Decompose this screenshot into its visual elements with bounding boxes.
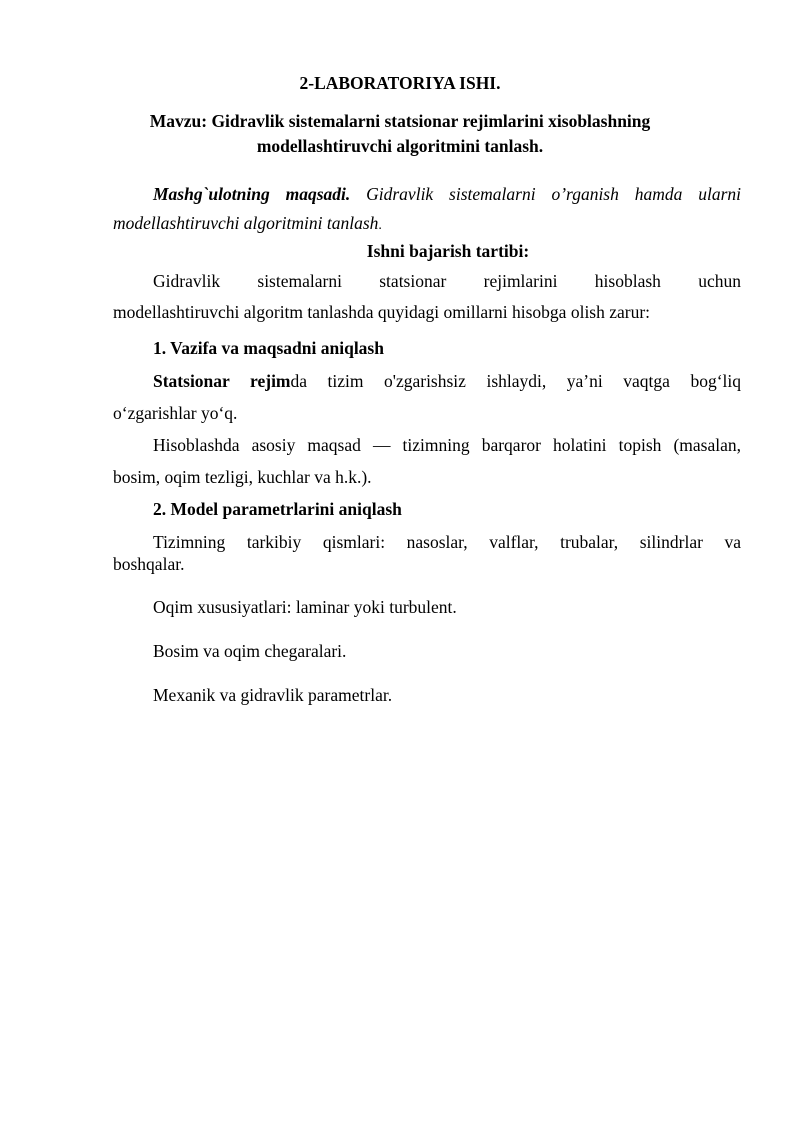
goal-label: Mashg`ulotning maqsadi.: [153, 184, 351, 204]
intro-line-1: Gidravlik sistemalarni statsionar rejimlarini hisoblash uchun: [153, 271, 741, 291]
goal-paragraph-line-1: [153, 183, 741, 205]
section-2-item-1-line-1: Tizimning tarkibiy qismlari: nasoslar, valflar, trubalar, silindrlar va: [153, 532, 741, 552]
section-2-item-2: Oqim xususiyatlari: laminar yoki turbulent.: [153, 597, 457, 617]
section-1-paragraph-2-line-2: bosim, oqim tezligi, kuchlar va h.k.).: [113, 467, 372, 487]
section-1-paragraph-1-line-1: [153, 370, 741, 392]
procedure-heading: Ishni bajarish tartibi:: [366, 241, 530, 261]
section-2-item-4: Mexanik va gidravlik parametrlar.: [153, 685, 393, 705]
document-title: 2-LABORATORIYA ISHI.: [299, 73, 501, 93]
subject-line-1: Mavzu: Gidravlik sistemalarni statsionar rejimlarini xisoblashning: [149, 111, 651, 131]
goal-text-line-1: Gidravlik sistemalarni o’rganish hamda ularni: [366, 184, 742, 204]
goal-text-line-2: modellashtiruvchi algoritmini tanlash: [113, 213, 379, 233]
section-2-item-3: Bosim va oqim chegaralari.: [153, 641, 347, 661]
goal-paragraph-line-2: [113, 212, 382, 237]
section-1-heading: 1. Vazifa va maqsadni aniqlash: [153, 338, 384, 358]
stationary-mode-term: Statsionar rejim: [153, 371, 291, 391]
goal-period: .: [378, 218, 382, 233]
section-1-paragraph-1-line-2: o‘zgarishlar yo‘q.: [113, 403, 238, 423]
section-1-paragraph-1-rest: da tizim o'zgarishsiz ishlaydi, ya’ni vaqtga bog‘liq: [290, 371, 741, 391]
section-2-heading: 2. Model parametrlarini aniqlash: [153, 499, 402, 519]
intro-line-2: modellashtiruvchi algoritm tanlashda quyidagi omillarni hisobga olish zarur:: [113, 302, 651, 322]
section-2-item-1-line-2: boshqalar.: [113, 554, 185, 574]
section-1-paragraph-2-line-1: Hisoblashda asosiy maqsad — tizimning barqaror holatini topish (masalan,: [153, 435, 741, 455]
subject-line-2: modellashtiruvchi algoritmini tanlash.: [256, 136, 544, 156]
